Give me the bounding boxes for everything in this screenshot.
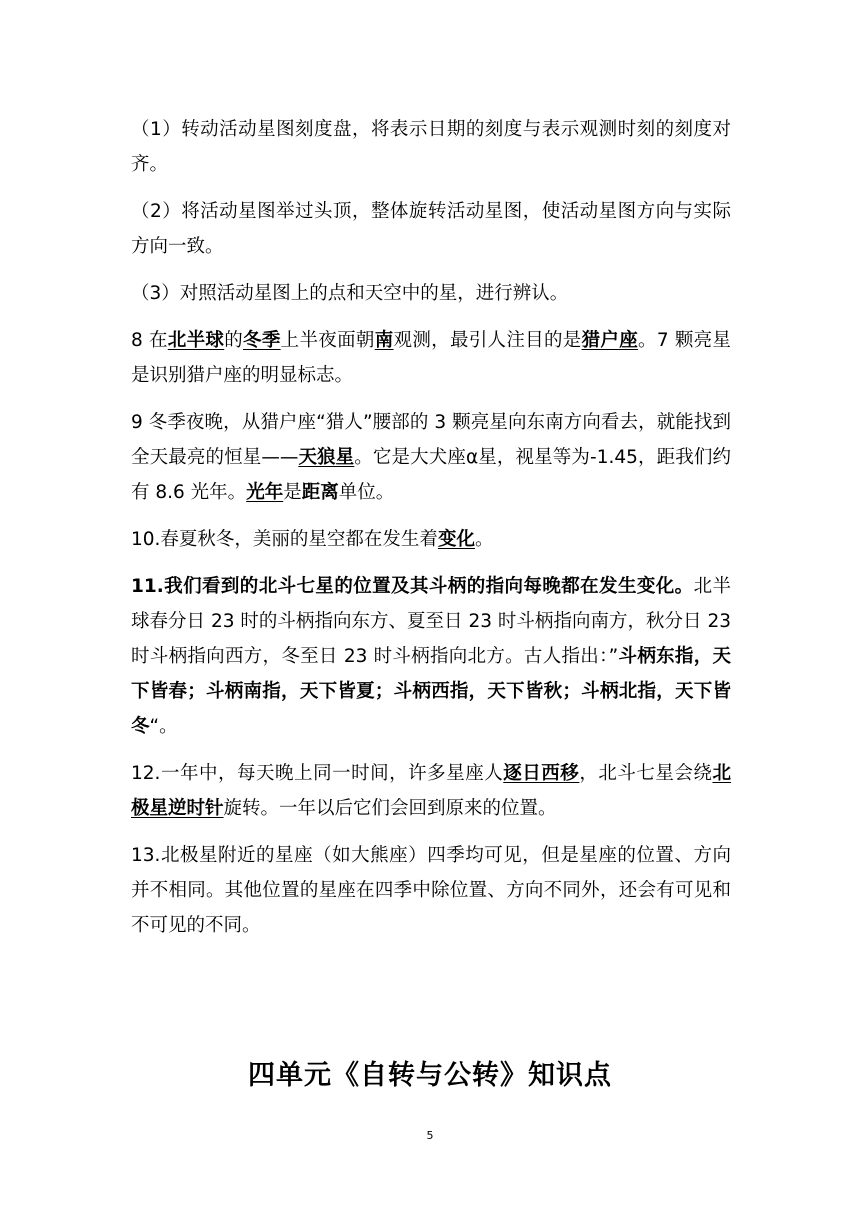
text-run: 观测，最引人注目的是 (393, 330, 582, 351)
bold-term: 距离 (301, 482, 339, 503)
underlined-term: 北极星逆时针 (131, 763, 731, 819)
paragraph-9 (131, 405, 731, 510)
text-run: 12.一年中，每天晚上同一时间，许多星座人 (131, 763, 504, 784)
paragraph-8 (131, 323, 731, 393)
page-number: 5 (426, 1129, 434, 1142)
text-run: ，北斗七星会绕 (579, 763, 713, 784)
text-run: 上半夜面朝 (280, 330, 375, 351)
underlined-term: 猎户座 (581, 330, 639, 351)
underlined-term: 北半球 (167, 330, 225, 351)
paragraph-11 (131, 569, 731, 744)
page-content (131, 112, 731, 955)
paragraph-step-1: （1）转动活动星图刻度盘，将表示日期的刻度与表示观测时刻的刻度对齐。 (131, 119, 731, 175)
text-run: 。7 颗亮星是识别猎户座的明显标志。 (131, 330, 731, 386)
text-run: 。它是大犬座α星，视星等为-1.45，距我们约有 8.6 光年。 (131, 447, 731, 503)
text-run: 10.春夏秋冬，美丽的星空都在发生着 (131, 529, 438, 550)
paragraph-step-2: （2）将活动星图举过头顶，整体旋转活动星图，使活动星图方向与实际方向一致。 (131, 201, 731, 257)
text-run: 8 在 (131, 330, 168, 351)
text-run: 9 冬季夜晚，从猎户座“猎人”腰部的 3 颗亮星向东南方向看去，就能找到全天最亮的恒星—— (131, 412, 731, 468)
text-run: 北半球春分日 23 时的斗柄指向东方、夏至日 23 时斗柄指向南方，秋分日 23 时斗柄指向西方，冬至日 23 时斗柄指向北方。古人指出：” (131, 576, 731, 667)
bold-sentence: 11.我们看到的北斗七星的位置及其斗柄的指向每晚都在发生变化。 (131, 576, 694, 597)
text-run: 旋转。一年以后它们会回到原来的位置。 (223, 798, 557, 819)
paragraph-12 (131, 756, 731, 826)
text-run: “。 (149, 716, 178, 737)
text-run: 的 (224, 330, 244, 351)
text-run: 单位。 (338, 482, 395, 503)
paragraph-13: 13.北极星附近的星座（如大熊座）四季均可见，但是星座的位置、方向并不相同。其他位置的星座在四季中除位置、方向不同外，还会有可见和不可见的不同。 (131, 845, 731, 936)
bold-proverb: 斗柄东指，天下皆春；斗柄南指，天下皆夏；斗柄西指，天下皆秋；斗柄北指，天下皆冬 (131, 646, 731, 737)
underlined-term: 南 (374, 330, 394, 351)
underlined-term: 光年 (246, 482, 284, 503)
paragraph-10 (131, 522, 731, 557)
paragraph-step-3: （3）对照活动星图上的点和天空中的星，进行辨认。 (131, 283, 569, 304)
section-heading: 四单元《自转与公转》知识点 (248, 1060, 612, 1091)
underlined-term: 冬季 (243, 330, 281, 351)
underlined-term: 变化 (437, 529, 475, 550)
text-run: 是 (283, 482, 302, 503)
underlined-term: 天狼星 (298, 447, 355, 468)
text-run: 。 (474, 529, 494, 550)
underlined-term: 逐日西移 (503, 763, 580, 784)
